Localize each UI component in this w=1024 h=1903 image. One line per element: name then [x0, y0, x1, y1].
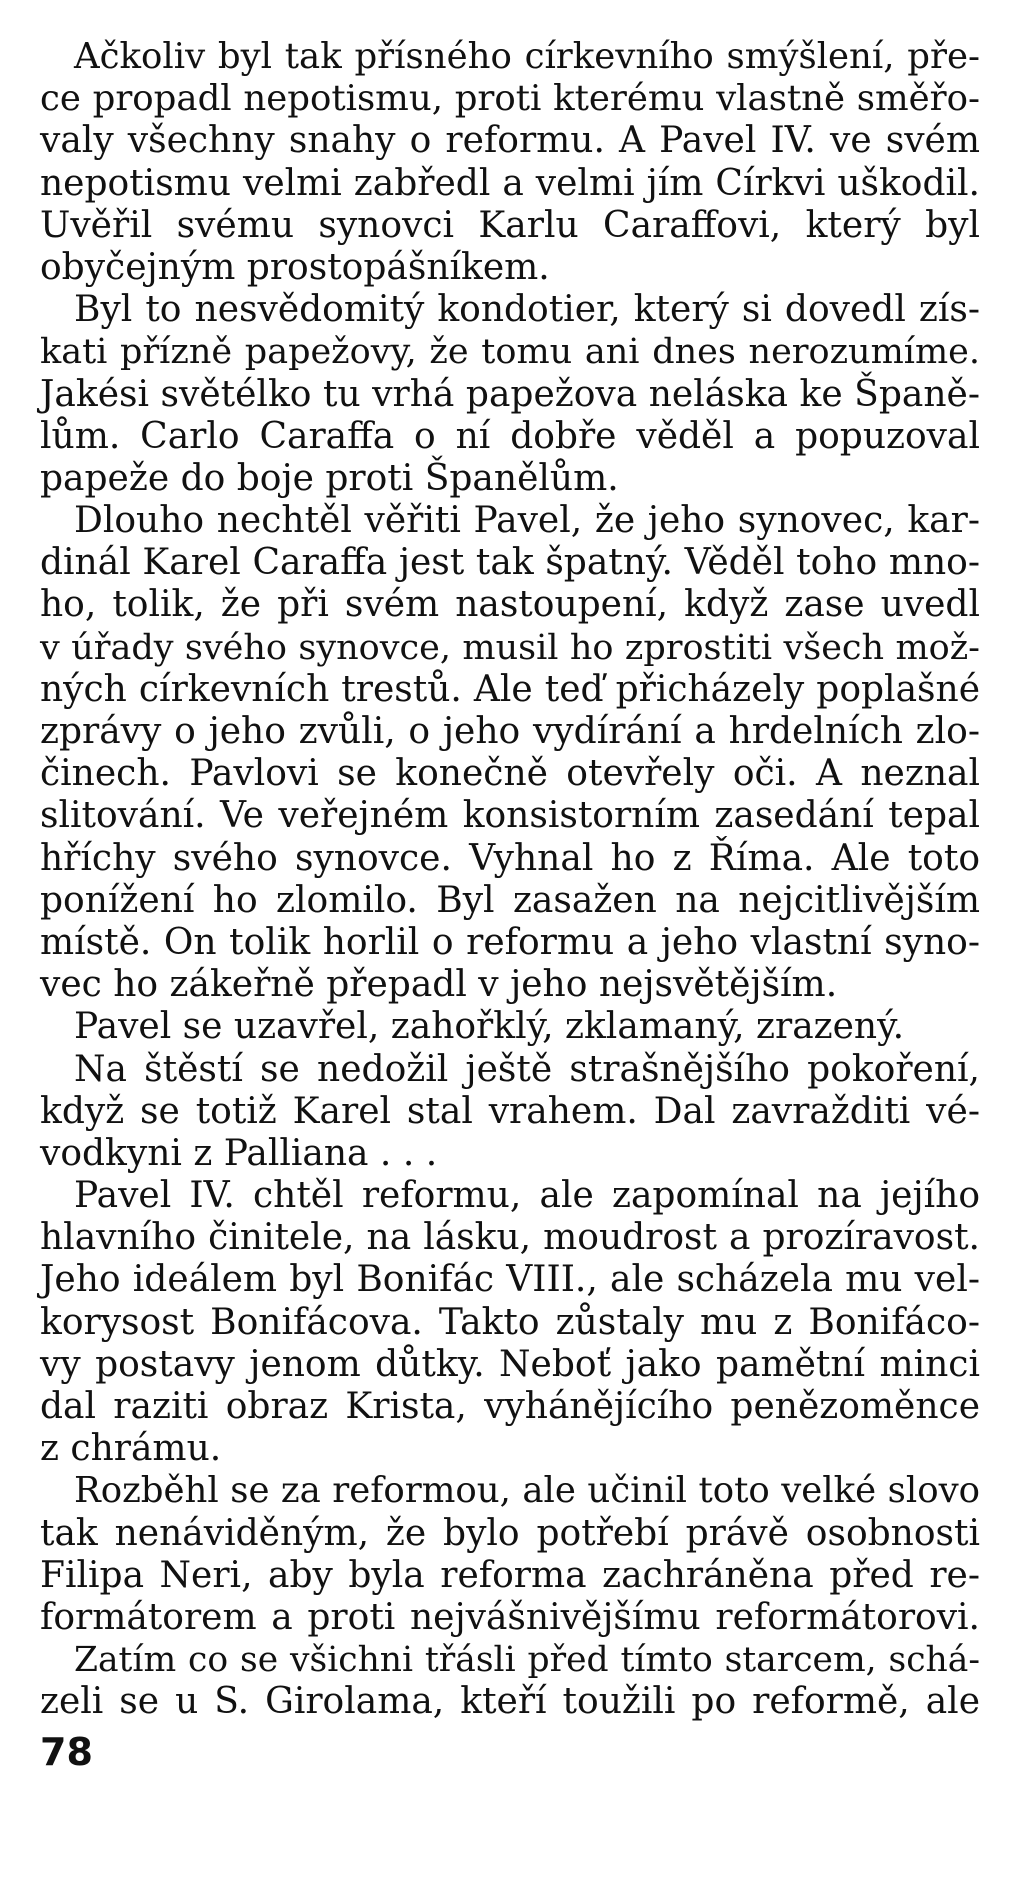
- text-line: ho, tolik, že při svém nastoupení, když zase uvedl: [40, 584, 980, 626]
- text-line: Uvěřil svému synovci Karlu Caraffovi, který byl: [40, 204, 980, 246]
- text-line: zeli se u S. Girolama, kteří toužili po reformě, ale: [40, 1681, 980, 1723]
- text-line: Jeho ideálem byl Bonifác VIII., ale scházela mu vel-: [40, 1259, 980, 1301]
- text-line: nepotismu velmi zabředl a velmi jím Církvi uškodil.: [40, 162, 980, 204]
- text-line: Zatím co se všichni třásli před tímto starcem, schá-: [74, 1640, 980, 1681]
- text-line: Dlouho nechtěl věřiti Pavel, že jeho synovec, kar-: [74, 500, 980, 542]
- text-line: Rozběhl se za reformou, ale učinil toto velké slovo: [74, 1470, 980, 1512]
- text-line: ce propadl nepotismu, proti kterému vlastně směřo-: [40, 78, 980, 120]
- text-line: tak nenáviděným, že bylo potřebí právě osobnosti: [40, 1512, 980, 1554]
- text-line: hříchy svého synovce. Vyhnal ho z Říma. Ale toto: [40, 837, 980, 879]
- text-line: papeže do boje proti Španělům.: [40, 457, 619, 499]
- text-line: Filipa Neri, aby byla reforma zachráněna před re-: [40, 1554, 980, 1596]
- text-line: zprávy o jeho zvůli, o jeho vydírání a hrdelních zlo-: [40, 711, 980, 752]
- text-line: z chrámu.: [40, 1428, 222, 1470]
- text-line: korysost Bonifácova. Takto zůstaly mu z Bonifáco-: [40, 1301, 980, 1343]
- text-line: obyčejným prostopášníkem.: [40, 246, 550, 288]
- text-line: Pavel se uzavřel, zahořklý, zklamaný, zrazený.: [74, 1006, 905, 1048]
- text-line: v úřady svého synovce, musil ho zprostiti všech mož-: [40, 627, 980, 668]
- text-line: dinál Karel Caraffa jest tak špatný. Věděl toho mno-: [40, 542, 980, 584]
- text-line: hlavního činitele, na lásku, moudrost a prozíravost.: [40, 1217, 980, 1259]
- page-number: 78: [40, 1730, 93, 1774]
- text-line: vodkyni z Palliana . . .: [40, 1132, 438, 1174]
- text-line: valy všechny snahy o reformu. A Pavel IV. ve svém: [40, 120, 980, 162]
- text-line: místě. On tolik horlil o reformu a jeho vlastní syno-: [40, 921, 980, 963]
- text-line: když se totiž Karel stal vrahem. Dal zavražditi vé-: [40, 1090, 980, 1132]
- book-page-text: [40, 36, 980, 1724]
- text-line: vec ho zákeřně přepadl v jeho nejsvětějším.: [40, 964, 838, 1006]
- text-line: ponížení ho zlomilo. Byl zasažen na nejcitlivějším: [40, 879, 980, 921]
- text-line: Jakési světélko tu vrhá papežova neláska ke Španě-: [40, 373, 980, 415]
- text-line: dal raziti obraz Krista, vyhánějícího penězoměnce: [40, 1386, 980, 1427]
- text-line: slitování. Ve veřejném konsistorním zasedání tepal: [40, 795, 980, 837]
- text-line: činech. Pavlovi se konečně otevřely oči. A neznal: [40, 753, 980, 795]
- text-line: Byl to nesvědomitý kondotier, který si dovedl zís-: [74, 289, 980, 331]
- text-line: Na štěstí se nedožil ještě strašnějšího pokoření,: [74, 1048, 980, 1090]
- text-line: lům. Carlo Caraffa o ní dobře věděl a popuzoval: [40, 415, 980, 457]
- text-line: Ačkoliv byl tak přísného církevního smýšlení, pře-: [74, 36, 980, 77]
- text-line: formátorem a proti nejvášnivějšímu reformátorovi.: [40, 1596, 980, 1638]
- text-line: Pavel IV. chtěl reformu, ale zapomínal na jejího: [74, 1175, 980, 1217]
- text-line: kati přízně papežovy, že tomu ani dnes nerozumíme.: [40, 332, 980, 373]
- text-line: ných církevních trestů. Ale teď přicházely poplašné: [40, 668, 980, 710]
- text-line: vy postavy jenom důtky. Neboť jako pamětní minci: [40, 1343, 980, 1385]
